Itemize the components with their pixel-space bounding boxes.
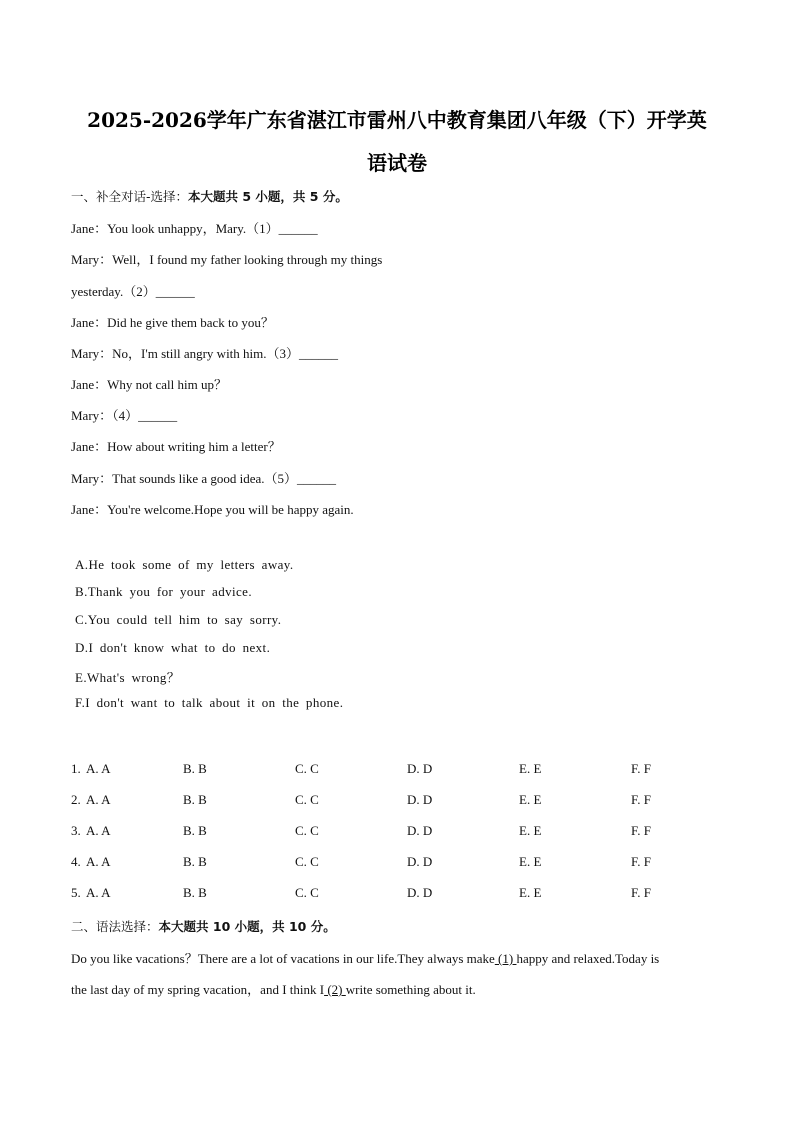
question-number: 2. xyxy=(71,792,81,807)
choice-d[interactable]: D. D xyxy=(407,854,433,869)
question-row xyxy=(71,823,731,841)
choice-f[interactable]: F. F xyxy=(631,854,651,869)
choice-f[interactable]: F. F xyxy=(631,761,651,776)
dialogue-line: Jane：How about writing him a letter？ xyxy=(71,439,281,454)
option-item: B.Thank you for your advice. xyxy=(75,584,252,599)
dialogue-line: Mary：Well，I found my father looking through my things xyxy=(71,252,383,267)
choice-e[interactable]: E. E xyxy=(519,854,542,869)
passage-text: write something about it. xyxy=(345,982,476,997)
choice-b[interactable]: B. B xyxy=(183,885,207,900)
dialogue-line: Jane：You're welcome.Hope you will be happy again. xyxy=(71,502,354,517)
choice-f[interactable]: F. F xyxy=(631,885,651,900)
question-number: 1. xyxy=(71,761,81,776)
passage-text: Do you like vacations？There are a lot of vacations in our life.They always make xyxy=(71,951,495,966)
exam-title-line2: 语试卷 xyxy=(367,151,427,175)
choice-b[interactable]: B. B xyxy=(183,792,207,807)
passage-line xyxy=(71,979,721,998)
choice-f[interactable]: F. F xyxy=(631,823,651,838)
option-item: E.What's wrong？ xyxy=(75,670,181,685)
choice-d[interactable]: D. D xyxy=(407,792,433,807)
choice-e[interactable]: E. E xyxy=(519,885,542,900)
choice-a[interactable]: A. A xyxy=(86,792,111,807)
question-row xyxy=(71,854,731,872)
choice-d[interactable]: D. D xyxy=(407,823,433,838)
blank-1[interactable]: (1) xyxy=(494,951,517,966)
choice-a[interactable]: A. A xyxy=(86,885,111,900)
option-item: F.I don't want to talk about it on the phone. xyxy=(75,695,344,710)
choice-c[interactable]: C. C xyxy=(295,761,319,776)
choice-d[interactable]: D. D xyxy=(407,761,433,776)
choice-e[interactable]: E. E xyxy=(519,761,542,776)
section2-prefix: 二、语法选择： xyxy=(71,919,159,934)
passage-text: happy and relaxed.Today is xyxy=(516,951,660,966)
choice-c[interactable]: C. C xyxy=(295,885,319,900)
question-row xyxy=(71,761,731,779)
choice-d[interactable]: D. D xyxy=(407,885,433,900)
option-item: C.You could tell him to say sorry. xyxy=(75,612,282,627)
choice-a[interactable]: A. A xyxy=(86,761,111,776)
question-number: 4. xyxy=(71,854,81,869)
dialogue-line: Jane：Did he give them back to you？ xyxy=(71,315,274,330)
dialogue-line: Mary：That sounds like a good idea.（5）______ xyxy=(71,471,337,486)
exam-title-line1: 2025-2026学年广东省湛江市雷州八中教育集团八年级（下）开学英 xyxy=(87,108,707,132)
choice-c[interactable]: C. C xyxy=(295,854,319,869)
choice-b[interactable]: B. B xyxy=(183,761,207,776)
choice-e[interactable]: E. E xyxy=(519,792,542,807)
dialogue-line: Jane：Why not call him up？ xyxy=(71,377,227,392)
section1-heading xyxy=(71,187,348,205)
dialogue-line: Jane：You look unhappy，Mary.（1）______ xyxy=(71,221,318,236)
choice-c[interactable]: C. C xyxy=(295,792,319,807)
section2-heading xyxy=(71,917,336,935)
question-number: 3. xyxy=(71,823,81,838)
option-item: D.I don't know what to do next. xyxy=(75,640,271,655)
choice-a[interactable]: A. A xyxy=(86,854,111,869)
passage-line xyxy=(71,948,721,967)
choice-f[interactable]: F. F xyxy=(631,792,651,807)
choice-a[interactable]: A. A xyxy=(86,823,111,838)
choice-b[interactable]: B. B xyxy=(183,854,207,869)
question-row xyxy=(71,792,731,810)
passage-text: the last day of my spring vacation，and I think I xyxy=(71,982,325,997)
choice-c[interactable]: C. C xyxy=(295,823,319,838)
choice-b[interactable]: B. B xyxy=(183,823,207,838)
choice-e[interactable]: E. E xyxy=(519,823,542,838)
question-number: 5. xyxy=(71,885,81,900)
dialogue-line: Mary：（4）______ xyxy=(71,408,178,423)
section1-desc: 本大题共 5 小题，共 5 分。 xyxy=(188,189,348,204)
dialogue-line: yesterday.（2）______ xyxy=(71,284,195,299)
blank-2[interactable]: (2) xyxy=(324,982,346,997)
dialogue-line: Mary：No，I'm still angry with him.（3）______ xyxy=(71,346,339,361)
option-item: A.He took some of my letters away. xyxy=(75,557,294,572)
question-row xyxy=(71,885,731,903)
section2-desc: 本大题共 10 小题，共 10 分。 xyxy=(158,919,336,934)
section1-prefix: 一、补全对话-选择： xyxy=(71,189,189,204)
